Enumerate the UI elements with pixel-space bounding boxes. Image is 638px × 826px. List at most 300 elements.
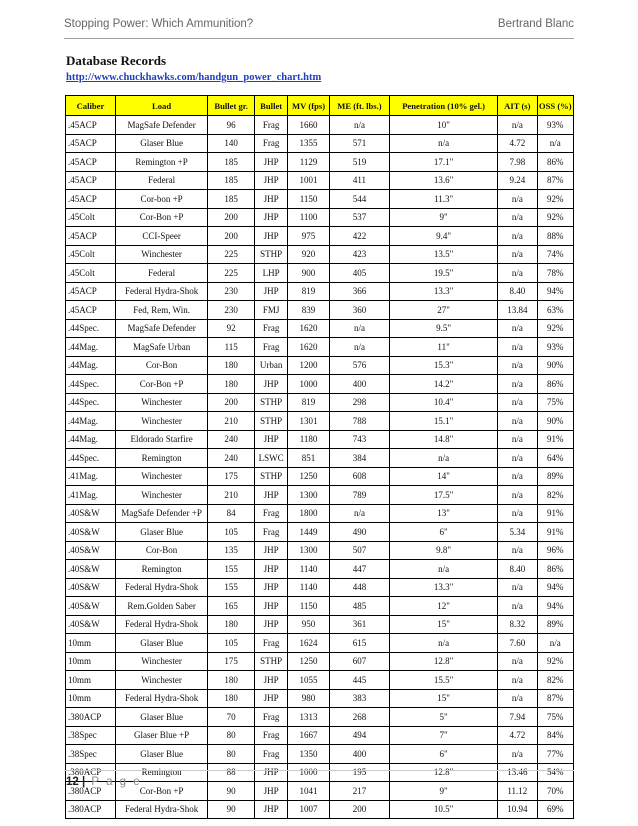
table-cell: 448 bbox=[329, 578, 389, 597]
table-cell: 400 bbox=[329, 375, 389, 394]
table-cell: 175 bbox=[208, 652, 255, 671]
table-cell: 447 bbox=[329, 560, 389, 579]
table-cell: 839 bbox=[288, 301, 330, 320]
table-cell: 89% bbox=[537, 467, 573, 486]
table-cell: 54% bbox=[537, 763, 573, 782]
table-cell: 91% bbox=[537, 430, 573, 449]
table-cell: FMJ bbox=[255, 301, 288, 320]
table-cell: STHP bbox=[255, 393, 288, 412]
table-row bbox=[66, 356, 574, 375]
table-cell: Winchester bbox=[115, 467, 207, 486]
table-row bbox=[66, 745, 574, 764]
table-cell: .380ACP bbox=[66, 708, 116, 727]
table-row bbox=[66, 153, 574, 172]
table-cell: 445 bbox=[329, 671, 389, 690]
table-row bbox=[66, 486, 574, 505]
table-cell: 94% bbox=[537, 578, 573, 597]
table-cell: 8.32 bbox=[498, 615, 537, 634]
table-cell: 77% bbox=[537, 745, 573, 764]
table-row bbox=[66, 319, 574, 338]
table-row bbox=[66, 375, 574, 394]
table-cell: n/a bbox=[498, 356, 537, 375]
table-cell: 950 bbox=[288, 615, 330, 634]
table-cell: .44Mag. bbox=[66, 338, 116, 357]
table-cell: 1150 bbox=[288, 190, 330, 209]
table-cell: 1140 bbox=[288, 560, 330, 579]
table-cell: 13.46 bbox=[498, 763, 537, 782]
table-cell: JHP bbox=[255, 615, 288, 634]
table-cell: 1300 bbox=[288, 541, 330, 560]
table-cell: 180 bbox=[208, 689, 255, 708]
page-footer bbox=[66, 776, 142, 788]
table-cell: 1180 bbox=[288, 430, 330, 449]
table-cell: Winchester bbox=[115, 486, 207, 505]
table-cell: 383 bbox=[329, 689, 389, 708]
table-cell: Glaser Blue bbox=[115, 745, 207, 764]
table-cell: 980 bbox=[288, 689, 330, 708]
table-row bbox=[66, 671, 574, 690]
table-cell: 185 bbox=[208, 171, 255, 190]
table-cell: 80 bbox=[208, 745, 255, 764]
table-cell: Winchester bbox=[115, 671, 207, 690]
table-cell: 1350 bbox=[288, 745, 330, 764]
table-cell: Glaser Blue bbox=[115, 134, 207, 153]
table-cell: Frag bbox=[255, 523, 288, 542]
column-header: OSS (%) bbox=[537, 96, 573, 116]
table-cell: MagSafe Defender +P bbox=[115, 504, 207, 523]
table-cell: 1313 bbox=[288, 708, 330, 727]
table-cell: .45ACP bbox=[66, 227, 116, 246]
table-cell: Frag bbox=[255, 745, 288, 764]
table-cell: 544 bbox=[329, 190, 389, 209]
table-cell: 175 bbox=[208, 467, 255, 486]
table-cell: .45Colt bbox=[66, 208, 116, 227]
table-cell: .45ACP bbox=[66, 153, 116, 172]
column-header: Load bbox=[115, 96, 207, 116]
table-cell: n/a bbox=[390, 560, 498, 579]
header-title: Stopping Power: Which Ammunition? bbox=[64, 18, 254, 30]
table-cell: STHP bbox=[255, 467, 288, 486]
table-cell: 7.60 bbox=[498, 634, 537, 653]
table-cell: 1301 bbox=[288, 412, 330, 431]
table-cell: 4.72 bbox=[498, 726, 537, 745]
table-cell: 180 bbox=[208, 671, 255, 690]
table-cell: 15.1" bbox=[390, 412, 498, 431]
table-cell: Winchester bbox=[115, 245, 207, 264]
table-cell: 200 bbox=[208, 208, 255, 227]
table-cell: JHP bbox=[255, 597, 288, 616]
table-cell: .45ACP bbox=[66, 301, 116, 320]
table-cell: JHP bbox=[255, 227, 288, 246]
table-row bbox=[66, 264, 574, 283]
table-cell: 180 bbox=[208, 615, 255, 634]
table-cell: 63% bbox=[537, 301, 573, 320]
table-cell: 11.12 bbox=[498, 782, 537, 801]
table-cell: 87% bbox=[537, 689, 573, 708]
table-cell: n/a bbox=[498, 338, 537, 357]
table-cell: n/a bbox=[498, 375, 537, 394]
table-cell: MagSafe Defender bbox=[115, 319, 207, 338]
table-cell: 82% bbox=[537, 671, 573, 690]
table-cell: .44Spec. bbox=[66, 319, 116, 338]
table-cell: CCI-Speer bbox=[115, 227, 207, 246]
table-row bbox=[66, 171, 574, 190]
table-cell: .45ACP bbox=[66, 282, 116, 301]
table-cell: 975 bbox=[288, 227, 330, 246]
table-cell: Cor-Bon bbox=[115, 541, 207, 560]
table-cell: 608 bbox=[329, 467, 389, 486]
table-cell: n/a bbox=[329, 338, 389, 357]
table-row bbox=[66, 541, 574, 560]
table-cell: 819 bbox=[288, 282, 330, 301]
table-cell: 485 bbox=[329, 597, 389, 616]
table-cell: 10.4" bbox=[390, 393, 498, 412]
table-cell: JHP bbox=[255, 782, 288, 801]
table-cell: n/a bbox=[329, 116, 389, 135]
table-cell: 1355 bbox=[288, 134, 330, 153]
table-cell: n/a bbox=[498, 264, 537, 283]
table-cell: .40S&W bbox=[66, 578, 116, 597]
table-cell: 13.3" bbox=[390, 282, 498, 301]
table-cell: 14.2" bbox=[390, 375, 498, 394]
table-cell: 920 bbox=[288, 245, 330, 264]
table-cell: 405 bbox=[329, 264, 389, 283]
table-cell: 15" bbox=[390, 615, 498, 634]
table-cell: 1055 bbox=[288, 671, 330, 690]
table-cell: 15.5" bbox=[390, 671, 498, 690]
table-cell: 240 bbox=[208, 430, 255, 449]
table-cell: 1041 bbox=[288, 782, 330, 801]
table-cell: 819 bbox=[288, 393, 330, 412]
page-number: 12 bbox=[66, 776, 79, 788]
source-link[interactable]: http://www.chuckhawks.com/handgun_power_chart.htm bbox=[66, 72, 322, 83]
table-row bbox=[66, 134, 574, 153]
table-cell: 135 bbox=[208, 541, 255, 560]
table-cell: 180 bbox=[208, 356, 255, 375]
table-row bbox=[66, 116, 574, 135]
table-cell: 9.24 bbox=[498, 171, 537, 190]
table-row bbox=[66, 763, 574, 782]
table-cell: 1624 bbox=[288, 634, 330, 653]
table-cell: .45Colt bbox=[66, 264, 116, 283]
table-cell: 200 bbox=[208, 393, 255, 412]
table-cell: .40S&W bbox=[66, 541, 116, 560]
table-cell: 180 bbox=[208, 375, 255, 394]
table-row bbox=[66, 578, 574, 597]
table-cell: JHP bbox=[255, 430, 288, 449]
table-cell: n/a bbox=[390, 634, 498, 653]
table-cell: 422 bbox=[329, 227, 389, 246]
table-cell: .40S&W bbox=[66, 597, 116, 616]
table-cell: n/a bbox=[498, 116, 537, 135]
table-cell: n/a bbox=[498, 190, 537, 209]
table-cell: Frag bbox=[255, 116, 288, 135]
table-cell: n/a bbox=[498, 671, 537, 690]
table-cell: 230 bbox=[208, 301, 255, 320]
table-cell: Federal Hydra-Shok bbox=[115, 578, 207, 597]
table-cell: JHP bbox=[255, 689, 288, 708]
table-cell: 789 bbox=[329, 486, 389, 505]
table-cell: 92% bbox=[537, 319, 573, 338]
table-cell: 94% bbox=[537, 282, 573, 301]
table-cell: LSWC bbox=[255, 449, 288, 468]
table-row bbox=[66, 634, 574, 653]
table-cell: n/a bbox=[498, 412, 537, 431]
table-cell: n/a bbox=[390, 134, 498, 153]
table-cell: 89% bbox=[537, 615, 573, 634]
table-cell: JHP bbox=[255, 171, 288, 190]
page-header bbox=[64, 18, 574, 30]
table-cell: 743 bbox=[329, 430, 389, 449]
table-cell: 615 bbox=[329, 634, 389, 653]
table-cell: 1000 bbox=[288, 375, 330, 394]
table-cell: 5.34 bbox=[498, 523, 537, 542]
table-cell: 155 bbox=[208, 578, 255, 597]
table-row bbox=[66, 523, 574, 542]
table-cell: 75% bbox=[537, 393, 573, 412]
table-cell: 298 bbox=[329, 393, 389, 412]
table-cell: 1800 bbox=[288, 504, 330, 523]
table-cell: .41Mag. bbox=[66, 486, 116, 505]
table-row bbox=[66, 301, 574, 320]
table-cell: 84% bbox=[537, 726, 573, 745]
header-divider bbox=[64, 38, 574, 39]
table-cell: 507 bbox=[329, 541, 389, 560]
table-cell: 9" bbox=[390, 208, 498, 227]
table-cell: Frag bbox=[255, 338, 288, 357]
table-cell: n/a bbox=[498, 393, 537, 412]
table-cell: Federal Hydra-Shok bbox=[115, 615, 207, 634]
table-cell: 165 bbox=[208, 597, 255, 616]
table-cell: JHP bbox=[255, 541, 288, 560]
table-cell: 1140 bbox=[288, 578, 330, 597]
table-cell: 423 bbox=[329, 245, 389, 264]
table-cell: .380ACP bbox=[66, 763, 116, 782]
table-cell: 14.8" bbox=[390, 430, 498, 449]
table-cell: 360 bbox=[329, 301, 389, 320]
table-cell: STHP bbox=[255, 245, 288, 264]
table-cell: 69% bbox=[537, 800, 573, 819]
table-cell: .45ACP bbox=[66, 116, 116, 135]
table-cell: 8.40 bbox=[498, 282, 537, 301]
table-cell: 14" bbox=[390, 467, 498, 486]
table-row bbox=[66, 245, 574, 264]
table-row bbox=[66, 560, 574, 579]
table-cell: 10mm bbox=[66, 652, 116, 671]
table-cell: 88% bbox=[537, 227, 573, 246]
table-cell: 87% bbox=[537, 171, 573, 190]
column-header: Bullet bbox=[255, 96, 288, 116]
table-cell: 9" bbox=[390, 782, 498, 801]
table-cell: 17.1" bbox=[390, 153, 498, 172]
column-header: AIT (s) bbox=[498, 96, 537, 116]
table-cell: n/a bbox=[498, 245, 537, 264]
table-cell: n/a bbox=[537, 134, 573, 153]
table-cell: Glaser Blue +P bbox=[115, 726, 207, 745]
table-cell: Rem.Golden Saber bbox=[115, 597, 207, 616]
page-separator: | bbox=[82, 776, 86, 788]
table-cell: .380ACP bbox=[66, 782, 116, 801]
table-cell: 13.6" bbox=[390, 171, 498, 190]
table-cell: 78% bbox=[537, 264, 573, 283]
table-cell: Remington bbox=[115, 560, 207, 579]
table-cell: 90% bbox=[537, 356, 573, 375]
table-cell: 70% bbox=[537, 782, 573, 801]
table-cell: 10mm bbox=[66, 671, 116, 690]
table-cell: 1150 bbox=[288, 597, 330, 616]
table-cell: Glaser Blue bbox=[115, 523, 207, 542]
table-cell: 92 bbox=[208, 319, 255, 338]
table-cell: JHP bbox=[255, 763, 288, 782]
table-cell: 80 bbox=[208, 726, 255, 745]
table-cell: STHP bbox=[255, 412, 288, 431]
table-cell: 1001 bbox=[288, 171, 330, 190]
table-row bbox=[66, 208, 574, 227]
footer-divider bbox=[64, 770, 574, 771]
table-cell: 1660 bbox=[288, 116, 330, 135]
table-cell: 70 bbox=[208, 708, 255, 727]
table-cell: 490 bbox=[329, 523, 389, 542]
table-cell: Cor-Bon +P bbox=[115, 208, 207, 227]
table-cell: 10.94 bbox=[498, 800, 537, 819]
table-cell: Glaser Blue bbox=[115, 634, 207, 653]
table-cell: n/a bbox=[498, 467, 537, 486]
table-cell: Federal Hydra-Shok bbox=[115, 282, 207, 301]
table-cell: 361 bbox=[329, 615, 389, 634]
table-cell: 96 bbox=[208, 116, 255, 135]
table-cell: 15.3" bbox=[390, 356, 498, 375]
table-cell: 851 bbox=[288, 449, 330, 468]
table-row bbox=[66, 282, 574, 301]
table-cell: JHP bbox=[255, 208, 288, 227]
table-cell: 64% bbox=[537, 449, 573, 468]
table-cell: 8.40 bbox=[498, 560, 537, 579]
table-cell: 411 bbox=[329, 171, 389, 190]
table-row bbox=[66, 652, 574, 671]
table-cell: Winchester bbox=[115, 393, 207, 412]
table-row bbox=[66, 430, 574, 449]
table-cell: 1620 bbox=[288, 319, 330, 338]
table-cell: .40S&W bbox=[66, 615, 116, 634]
table-cell: 74% bbox=[537, 245, 573, 264]
table-row bbox=[66, 412, 574, 431]
table-cell: 90 bbox=[208, 782, 255, 801]
table-cell: 10" bbox=[390, 116, 498, 135]
table-cell: 195 bbox=[329, 763, 389, 782]
ammunition-table bbox=[65, 95, 574, 819]
table-cell: 1667 bbox=[288, 726, 330, 745]
table-row bbox=[66, 726, 574, 745]
table-cell: n/a bbox=[498, 319, 537, 338]
table-row bbox=[66, 782, 574, 801]
table-row bbox=[66, 338, 574, 357]
table-cell: 75% bbox=[537, 708, 573, 727]
table-cell: 93% bbox=[537, 116, 573, 135]
table-cell: 217 bbox=[329, 782, 389, 801]
table-cell: 13" bbox=[390, 504, 498, 523]
table-cell: Fed, Rem, Win. bbox=[115, 301, 207, 320]
table-cell: 200 bbox=[329, 800, 389, 819]
table-cell: Glaser Blue bbox=[115, 708, 207, 727]
table-cell: Frag bbox=[255, 708, 288, 727]
table-cell: 240 bbox=[208, 449, 255, 468]
table-cell: Federal Hydra-Shok bbox=[115, 800, 207, 819]
table-cell: 11" bbox=[390, 338, 498, 357]
table-cell: MagSafe Urban bbox=[115, 338, 207, 357]
table-cell: Federal bbox=[115, 264, 207, 283]
table-cell: 96% bbox=[537, 541, 573, 560]
table-cell: 140 bbox=[208, 134, 255, 153]
table-cell: 210 bbox=[208, 486, 255, 505]
table-row bbox=[66, 615, 574, 634]
table-cell: 225 bbox=[208, 245, 255, 264]
table-cell: 1129 bbox=[288, 153, 330, 172]
table-cell: 576 bbox=[329, 356, 389, 375]
table-cell: LHP bbox=[255, 264, 288, 283]
table-cell: .45Colt bbox=[66, 245, 116, 264]
table-cell: .40S&W bbox=[66, 504, 116, 523]
table-cell: 384 bbox=[329, 449, 389, 468]
table-cell: .380ACP bbox=[66, 800, 116, 819]
table-cell: n/a bbox=[498, 504, 537, 523]
table-cell: .45ACP bbox=[66, 134, 116, 153]
table-cell: MagSafe Defender bbox=[115, 116, 207, 135]
table-cell: .41Mag. bbox=[66, 467, 116, 486]
table-cell: 1449 bbox=[288, 523, 330, 542]
table-cell: 93% bbox=[537, 338, 573, 357]
table-cell: JHP bbox=[255, 190, 288, 209]
table-cell: 13.3" bbox=[390, 578, 498, 597]
table-cell: 1250 bbox=[288, 652, 330, 671]
table-cell: 90 bbox=[208, 800, 255, 819]
table-cell: 6" bbox=[390, 745, 498, 764]
table-cell: 519 bbox=[329, 153, 389, 172]
column-header: Bullet gr. bbox=[208, 96, 255, 116]
table-cell: 86% bbox=[537, 560, 573, 579]
table-cell: .44Mag. bbox=[66, 356, 116, 375]
table-cell: 607 bbox=[329, 652, 389, 671]
table-cell: JHP bbox=[255, 282, 288, 301]
table-cell: 900 bbox=[288, 264, 330, 283]
table-cell: 90% bbox=[537, 412, 573, 431]
table-cell: n/a bbox=[498, 227, 537, 246]
table-cell: 12.8" bbox=[390, 652, 498, 671]
table-cell: 1620 bbox=[288, 338, 330, 357]
table-cell: n/a bbox=[498, 208, 537, 227]
table-cell: 5" bbox=[390, 708, 498, 727]
table-cell: 571 bbox=[329, 134, 389, 153]
table-cell: 225 bbox=[208, 264, 255, 283]
table-cell: .44Spec. bbox=[66, 375, 116, 394]
table-cell: 9.5" bbox=[390, 319, 498, 338]
table-cell: 82% bbox=[537, 486, 573, 505]
table-cell: 88 bbox=[208, 763, 255, 782]
table-cell: n/a bbox=[498, 652, 537, 671]
table-cell: .40S&W bbox=[66, 560, 116, 579]
table-cell: n/a bbox=[329, 504, 389, 523]
table-cell: 1100 bbox=[288, 208, 330, 227]
table-cell: JHP bbox=[255, 560, 288, 579]
table-cell: 268 bbox=[329, 708, 389, 727]
table-cell: n/a bbox=[537, 634, 573, 653]
table-cell: Frag bbox=[255, 134, 288, 153]
table-cell: Cor-Bon +P bbox=[115, 782, 207, 801]
table-cell: 7" bbox=[390, 726, 498, 745]
table-cell: 400 bbox=[329, 745, 389, 764]
table-cell: 9.8" bbox=[390, 541, 498, 560]
table-cell: Federal bbox=[115, 171, 207, 190]
table-cell: Frag bbox=[255, 726, 288, 745]
